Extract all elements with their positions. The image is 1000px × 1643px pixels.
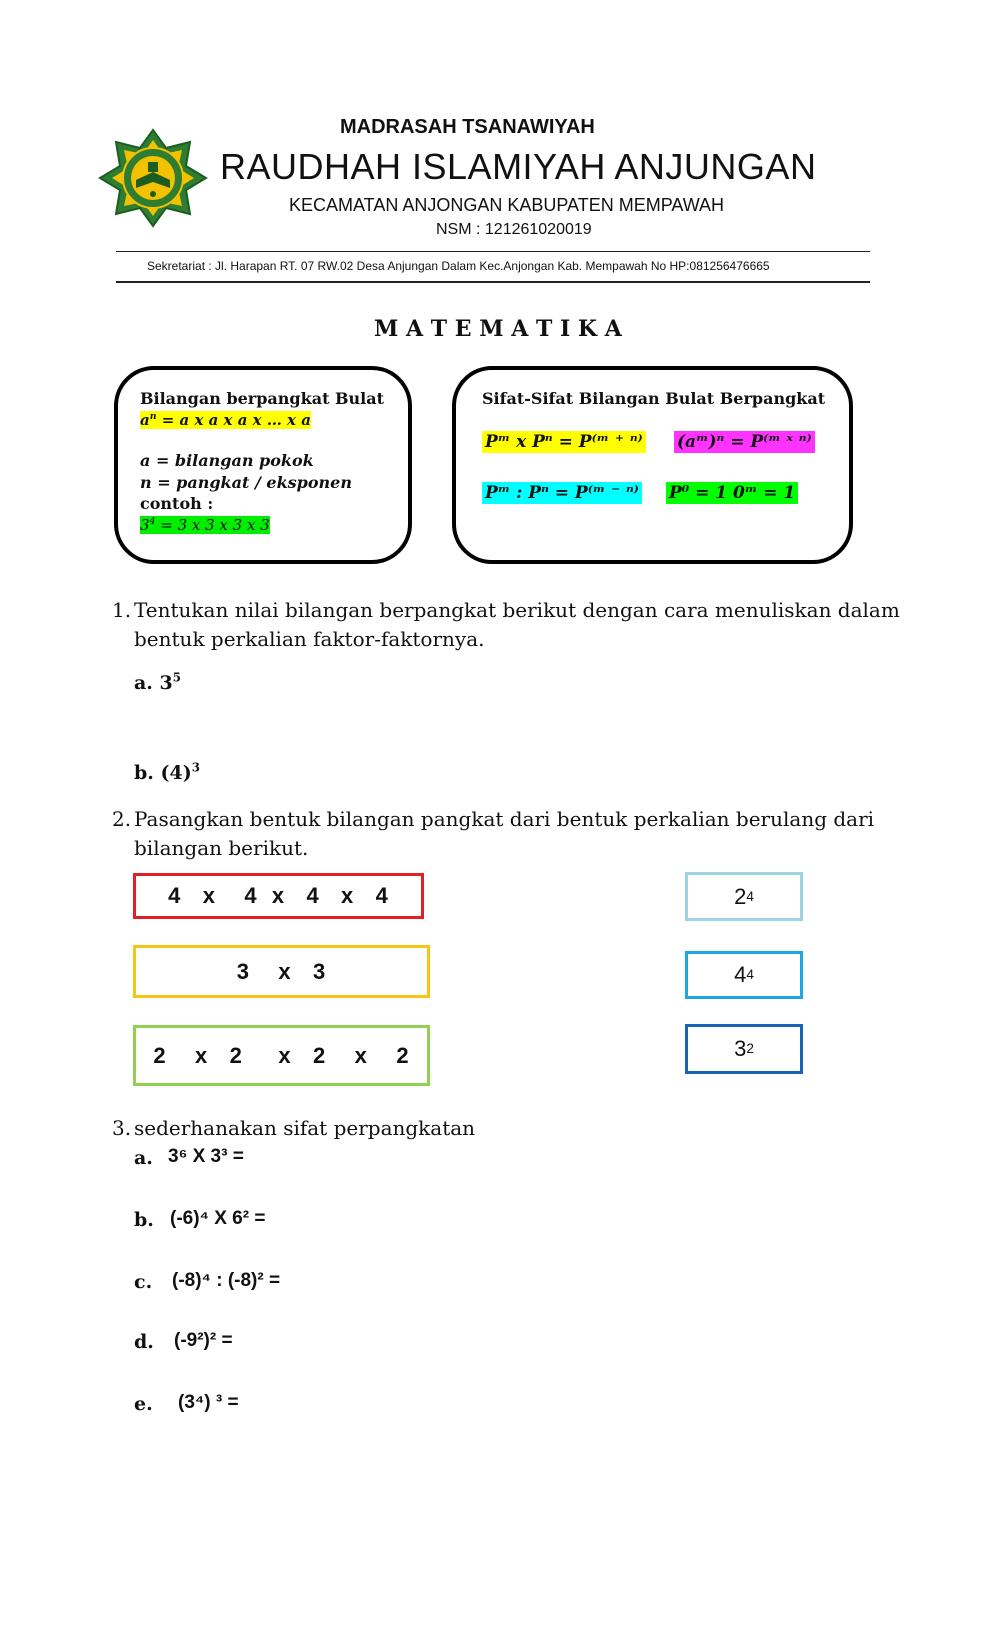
q3-item-c-label: c. [134, 1271, 153, 1293]
nsm: NSM : 121261020019 [436, 221, 592, 238]
q3-item-b-expr: (-6)⁴ X 6² = [170, 1208, 266, 1229]
example-exponent: 4 [149, 516, 156, 527]
q1-item-a [134, 672, 181, 694]
right-box-title: Sifat-Sifat Bilangan Bulat Berpangkat [482, 389, 826, 408]
q3-number: 3. [112, 1116, 132, 1140]
q3-item-a-label: a. [134, 1147, 153, 1169]
power-formula [140, 411, 311, 429]
q1-b-base: b. (4) [134, 762, 192, 784]
match-left-3[interactable]: 2 x 2 x 2 x 2 [133, 1025, 430, 1086]
q2-text-line2: bilangan berikut. [134, 836, 309, 860]
example-base: 3 [140, 516, 150, 534]
rule-power-of-power: (aᵐ)ⁿ = P⁽ᵐ ˣ ⁿ⁾ [674, 431, 815, 453]
rule-zero-exponent: P⁰ = 1 0ᵐ = 1 [666, 482, 798, 504]
school-logo [98, 128, 208, 228]
formula-exponent: n [149, 411, 157, 422]
q3-item-b-label: b. [134, 1209, 154, 1231]
q1-a-exponent: 5 [172, 670, 181, 685]
q1-a-base: a. 3 [134, 672, 173, 694]
q2-number: 2. [112, 807, 132, 831]
q3-item-d-label: d. [134, 1331, 154, 1353]
match-right-3[interactable]: 3 2 [685, 1024, 803, 1074]
rule-quotient: Pᵐ : Pⁿ = P⁽ᵐ ⁻ ⁿ⁾ [482, 482, 642, 504]
example-formula [140, 516, 270, 534]
formula-base: a [140, 411, 150, 429]
match-right-1-base: 2 [734, 883, 747, 909]
left-box-title: Bilangan berpangkat Bulat [140, 389, 385, 408]
example-label: contoh : [140, 494, 214, 513]
rule-product: Pᵐ x Pⁿ = P⁽ᵐ ⁺ ⁿ⁾ [482, 431, 646, 453]
formula-rest: = a x a x a x … x a [156, 411, 311, 429]
school-name: RAUDHAH ISLAMIYAH ANJUNGAN [220, 146, 817, 187]
q3-item-d-expr: (-9²)² = [174, 1330, 233, 1351]
subject-title: M A T E M A T I K A [374, 316, 622, 342]
definition-a: a = bilangan pokok [140, 451, 314, 470]
match-right-3-base: 3 [734, 1036, 747, 1061]
q1-b-exponent: 3 [191, 760, 200, 775]
match-left-1[interactable]: 4 x 4 x 4 x 4 [133, 873, 424, 919]
q1-item-b [134, 762, 200, 784]
header-line1: MADRASAH TSANAWIYAH [340, 116, 595, 138]
q3-item-e-expr: (3⁴) ³ = [178, 1392, 239, 1413]
address: Sekretariat : Jl. Harapan RT. 07 RW.02 Desa Anjungan Dalam Kec.Anjongan Kab. Mempawah No HP:081256476665 [147, 259, 770, 273]
q1-text-line2: bentuk perkalian faktor-faktornya. [134, 627, 485, 651]
match-right-2[interactable]: 4 4 [685, 951, 803, 999]
q3-item-e-label: e. [134, 1393, 153, 1415]
header-divider-top [116, 251, 870, 252]
q3-item-a-expr: 3⁶ X 3³ = [168, 1146, 244, 1167]
header-divider-bottom [116, 281, 870, 283]
q3-text: sederhanakan sifat perpangkatan [134, 1116, 476, 1140]
match-right-1[interactable]: 2 4 [685, 872, 803, 921]
q2-text-line1: Pasangkan bentuk bilangan pangkat dari bentuk perkalian berulang dari [134, 807, 875, 831]
match-right-2-base: 4 [734, 962, 747, 987]
example-rest: = 3 x 3 x 3 x 3 [155, 516, 270, 534]
district: KECAMATAN ANJONGAN KABUPATEN MEMPAWAH [289, 195, 725, 215]
match-left-2[interactable]: 3 x 3 [133, 945, 430, 998]
q3-item-c-expr: (-8)⁴ : (-8)² = [172, 1270, 281, 1291]
q1-text-line1: Tentukan nilai bilangan berpangkat berikut dengan cara menuliskan dalam [134, 598, 900, 622]
q1-number: 1. [112, 598, 132, 622]
definition-n: n = pangkat / eksponen [140, 473, 352, 492]
